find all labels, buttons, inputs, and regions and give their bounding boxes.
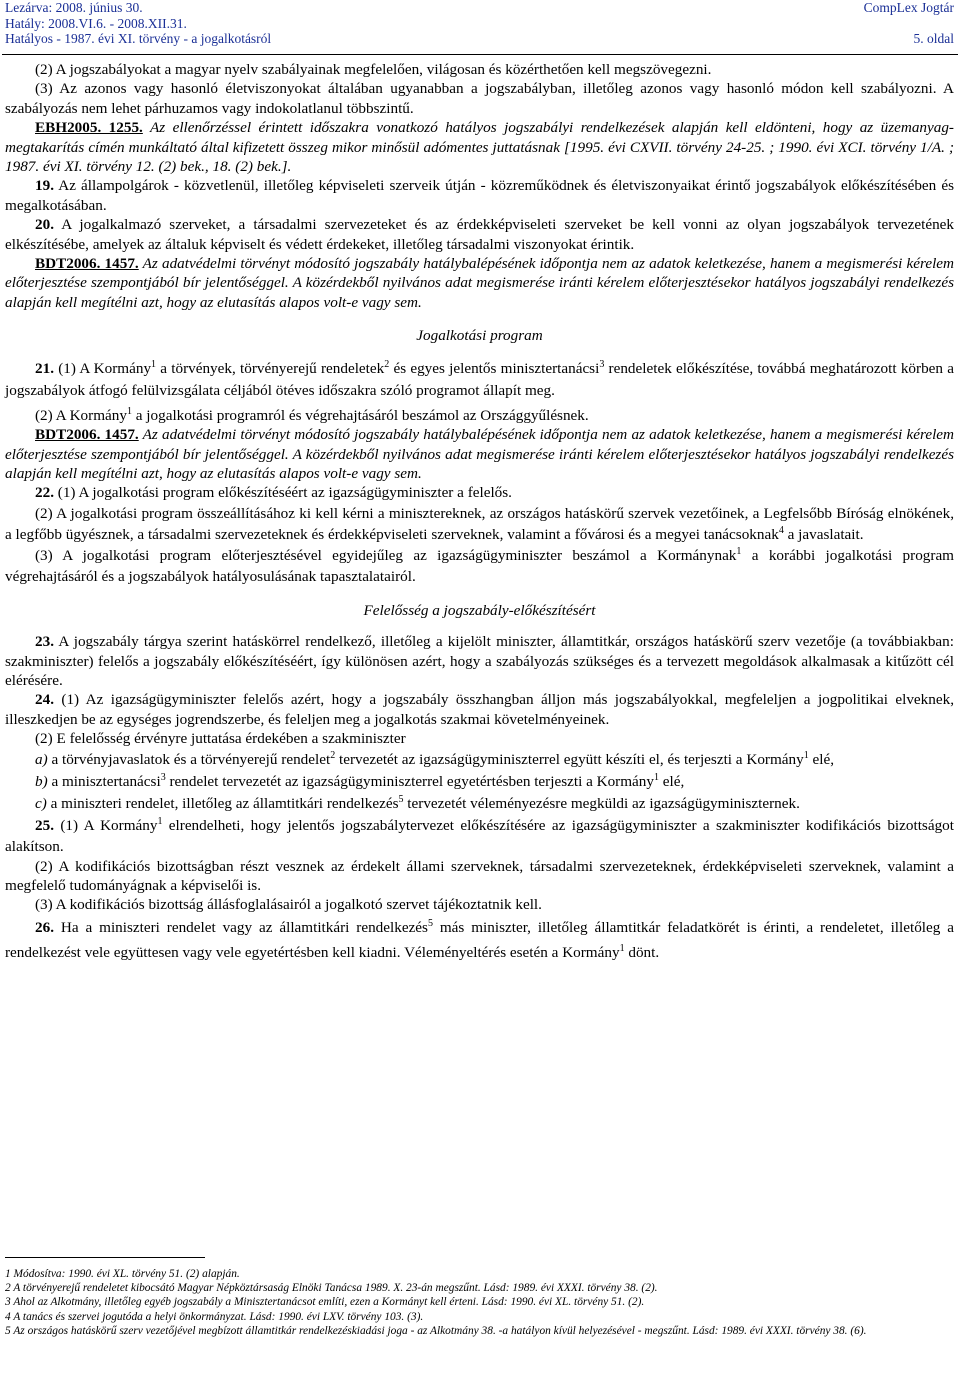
footnote-ref[interactable]: 1 — [619, 942, 625, 954]
footnote: 2 A törvényerejű rendeletet kibocsátó Magyar Népköztársaság Elnöki Tanácsa 1989. X. 23-án megszűnt. Lásd: 1989. évi XXXI. törvény 38. (2). — [5, 1282, 658, 1295]
paragraph — [5, 545, 954, 587]
section-number: 26. — [35, 918, 54, 936]
point-label: b) — [35, 772, 48, 790]
point-label: a) — [35, 750, 48, 768]
header-right — [864, 0, 954, 47]
decision-text: Az ellenőrzéssel érintett időszakra vonatkozó hatályos jogszabályi rendelkezések alapján kell eldönteni, hogy az üzemanyag-megtakarítás címén munkáltató által kifizetett összeg mikor minősül adómentes juttatásnak [1995. évi CXVII. törvény 24-25. ; 1990. évi XCI. törvény 1/A. ; 1987. évi XI. törvény 12. (2) bek., 18. (2) bek.]. — [5, 119, 954, 176]
paragraph: (3) A kodifikációs bizottság állásfoglalásairól a jogalkotó szervet tájékoztatnik kell. — [35, 896, 542, 914]
footnote-ref[interactable]: 2 — [330, 749, 336, 761]
section-number: 19. — [35, 177, 54, 195]
footnote-ref[interactable]: 1 — [157, 815, 163, 827]
section-number: 25. — [35, 816, 54, 834]
header-validity: Hatály: 2008.VI.6. - 2008.XII.31. — [5, 15, 187, 31]
section-text: elé, — [658, 772, 685, 790]
heading-felelosseg: Felelősség a jogszabály-előkészítésért — [363, 601, 596, 619]
decision-ref[interactable]: BDT2006. 1457. — [35, 255, 139, 273]
section-25 — [5, 815, 954, 857]
section-number: 20. — [35, 216, 54, 234]
decision-text: Az adatvédelmi törvényt módosító jogszabály hatálybalépésének időpontja nem az adatok keletkezése, hanem a megismerési kérelem előterjesztése szempontjából bír jelentőséggel. A közérdekből nyilvános adat megismerése iránti kérelem előterjesztésekor hatályos jogszabályi rendelkezés alapján kell megítélni azt, hogy az elutasítás alapos volt-e vagy sem. — [5, 426, 954, 482]
footnote-ref[interactable]: 1 — [653, 771, 659, 783]
section-number: 21. — [35, 359, 54, 377]
section-text: tervezetét az igazságügyminiszterrel együtt készíti el, és terjeszti a Kormány — [335, 750, 804, 768]
section-20 — [5, 215, 954, 254]
footnote-ref[interactable]: 1 — [126, 405, 132, 417]
footnote-ref[interactable]: 4 — [778, 524, 784, 536]
header-closed-date: Lezárva: 2008. június 30. — [5, 0, 143, 15]
footnote-ref[interactable]: 5 — [398, 793, 404, 805]
point-label: c) — [35, 794, 47, 812]
heading-jogalkotasi-program: Jogalkotási program — [416, 327, 543, 345]
section-text: (3) A jogalkotási program előterjesztésével egyidejűleg az igazságügyminiszter beszámol a Kormánynak — [35, 546, 737, 564]
header-law-title: Hatályos - 1987. évi XI. törvény - a jogalkotásról — [5, 31, 272, 46]
decision-text: Az adatvédelmi törvényt módosító jogszabály hatálybalépésének időpontja nem az adatok keletkezése, hanem a megismerési kérelem előterjesztése szempontjából bír jelentőséggel. A közérdekből nyilvános adat megismerése iránti kérelem előterjesztésekor hatályos jogszabályi rendelkezés alapján kell megítélni azt, hogy az elutasítás alapos volt-e vagy sem. — [5, 255, 954, 311]
section-text: (1) A Kormány — [53, 359, 152, 377]
footnote-ref[interactable]: 5 — [427, 917, 433, 929]
section-text: a törvények, törvényerejű rendeletek — [156, 359, 385, 377]
footnote-ref[interactable]: 1 — [736, 545, 742, 557]
section-text: a jogalkotási programról és végrehajtásáról beszámol az Országgyűlésnek. — [131, 406, 589, 424]
footnote: 1 Módosítva: 1990. évi XL. törvény 51. (2) alapján. — [5, 1268, 240, 1280]
section-number: 22. — [35, 484, 54, 502]
section-text: A jogalkalmazó szerveket, a társadalmi szervezeteket és az érdekképviseleti szerveket be kell vonni az olyan jogszabályok tervezetének elkészítésébe, amelyek az általuk képviselt és védett érdekeket, illetőleg társadalmi viszonyokat érintik. — [5, 216, 954, 253]
court-decision — [5, 118, 954, 176]
point-a — [5, 749, 954, 771]
section-text: (2) A jogalkotási program összeállításához ki kell kérni a minisztereknek, az országos hatáskörű szervek vezetőinek, a Legfelsőbb Bíróság elnökének, a legfőbb ügyésznek, a társadalmi szervezeteknek és érdekképviseleti szerveknek, valamint a fővárosi és a megyei tanácsoknak — [5, 504, 954, 543]
section-21 — [5, 358, 954, 402]
section-text: a minisztertanácsi — [47, 772, 161, 790]
section-text: A jogszabály tárgya szerint hatáskörrel rendelkező, illetőleg a kijelölt miniszter, államtitkár, országos hatáskörű szerv vezetője (a továbbiakban: szakminiszter) felelős a jogszabály előkészítéséért, így különösen azért, hogy a szabályozás szükséges és a tervezett megoldások alkalmasak a kitűzött cél elérésére. — [5, 633, 954, 689]
section-text: rendeletek előkészítése, továbbá meghatározott körben a jogszabályok átfogó felülvizsgálata céljából ötéves időszakra szóló programot állapít meg. — [5, 359, 954, 399]
header-brand: CompLex Jogtár — [863, 0, 954, 15]
decision-ref[interactable]: EBH2005. 1255. — [35, 119, 143, 137]
document-body — [5, 60, 954, 965]
paragraph — [5, 406, 954, 425]
court-decision — [5, 425, 954, 483]
section-text: (1) Az igazságügyminiszter felelős azért, hogy a jogszabály összhangban álljon más jogszabályokkal, megfeleljen a jogpolitikai elveknek, illeszkedjen be az egységes jogrendszerbe, és feleljen meg a jogalkotás szakmai követelményeinek. — [5, 691, 954, 728]
paragraph: (2) A kodifikációs bizottságban részt vesznek az érdekelt állami szerveknek, társadalmi szervezeteknek, érdekképviseleti szerveknek, valamint a megfelelő tudományágnak a képviselői is. — [5, 857, 954, 894]
paragraph — [5, 503, 954, 545]
page-header — [0, 0, 960, 58]
section-text: Az állampolgárok - közvetlenül, illetőleg képviseleti szerveik útján - közreműködnek és életviszonyaikat érintő jogszabályok előkészítésében és megalkotásában. — [5, 177, 954, 214]
footnote-ref[interactable]: 2 — [384, 358, 390, 370]
section-22 — [5, 483, 954, 502]
header-divider — [2, 54, 958, 55]
footnote-ref[interactable]: 3 — [599, 358, 605, 370]
section-text: (1) A Kormány — [53, 816, 158, 834]
footnote: 5 Az országos hatáskörű szerv vezetőjével megbízott államtitkár rendelkezéskiadási joga - az Alkotmány 38. -a hatályon kívül helyezésével - megszűnt. Lásd: 1989. évi XXXI. törvény 38. (6). — [5, 1324, 867, 1337]
section-23 — [5, 632, 954, 690]
section-text: a korábbi jogalkotási program végrehajtásáról és a jogszabályok hatályosulásának tapasztalatairól. — [5, 546, 954, 585]
court-decision — [5, 254, 954, 312]
footnote: 4 A tanács és szervei jogutóda a helyi önkormányzat. Lásd: 1990. évi LXV. törvény 103. (3). — [5, 1310, 424, 1323]
paragraph: (2) A jogszabályokat a magyar nyelv szabályainak megfelelően, világosan és közérthetően kell megszövegezni. — [35, 61, 712, 78]
point-b — [5, 771, 954, 793]
section-text: a javaslatait. — [783, 525, 864, 543]
section-text: tervezetét véleményezésre megküldi az igazságügyminiszternek. — [403, 794, 800, 812]
section-text: a miniszteri rendelet, illetőleg az államtitkári rendelkezés — [46, 794, 399, 812]
section-26 — [5, 915, 954, 965]
footnote: 3 Ahol az Alkotmány, illetőleg egyéb jogszabály a Minisztertanácsot említi, ezen a Kormányt kell érteni. Lásd: 1990. évi XL. törvény 51. (2). — [5, 1296, 645, 1309]
section-text: (1) A jogalkotási program előkészítéséért az igazságügyminiszter a felelős. — [53, 484, 512, 502]
paragraph: (3) Az azonos vagy hasonló életviszonyokat általában ugyanabban a jogszabályban, illetőleg azonos vagy hasonló módon kell szabályozni. A szabályozás nem lehet párhuzamos vagy indokolatlanul többszintű. — [5, 80, 954, 117]
paragraph: (2) E felelősség érvényre juttatása érdekében a szakminiszter — [35, 730, 406, 748]
section-text: rendelet tervezetét az igazságügyminiszterrel egyetértésben terjeszti a Kormány — [165, 772, 654, 790]
section-text: dönt. — [624, 943, 660, 961]
section-19 — [5, 176, 954, 215]
footnote-ref[interactable]: 3 — [160, 771, 166, 783]
decision-ref[interactable]: BDT2006. 1457. — [35, 426, 139, 444]
section-text: és egyes jelentős minisztertanácsi — [389, 359, 600, 377]
footnote-divider — [5, 1257, 205, 1258]
footnotes — [5, 1267, 954, 1338]
section-text: elé, — [808, 750, 835, 768]
header-left — [5, 0, 271, 47]
section-text: Ha a miniszteri rendelet vagy az államtitkári rendelkezés — [53, 918, 428, 936]
section-number: 23. — [35, 633, 54, 651]
section-text: más miniszter, illetőleg államtitkár feladatkörét is érinti, a rendeletet, illetőleg a rendelkezést vele együttesen vagy vele egyetértésben kell kiadni. Véleményeltérés esetén a Kormány — [5, 918, 954, 961]
footnote-ref[interactable]: 1 — [151, 358, 157, 370]
section-text: a törvényjavaslatok és a törvényerejű rendelet — [47, 750, 331, 768]
header-page-number: 5. oldal — [913, 31, 954, 46]
point-c — [5, 793, 954, 815]
section-text: elrendelheti, hogy jelentős jogszabálytervezet előkészítésére az igazságügyminiszter a szakminiszter kodifikációs bizottságot alakítson. — [5, 816, 954, 855]
footnote-ref[interactable]: 1 — [803, 749, 809, 761]
section-number: 24. — [35, 691, 54, 709]
section-24 — [5, 690, 954, 729]
section-text: (2) A Kormány — [35, 406, 127, 424]
